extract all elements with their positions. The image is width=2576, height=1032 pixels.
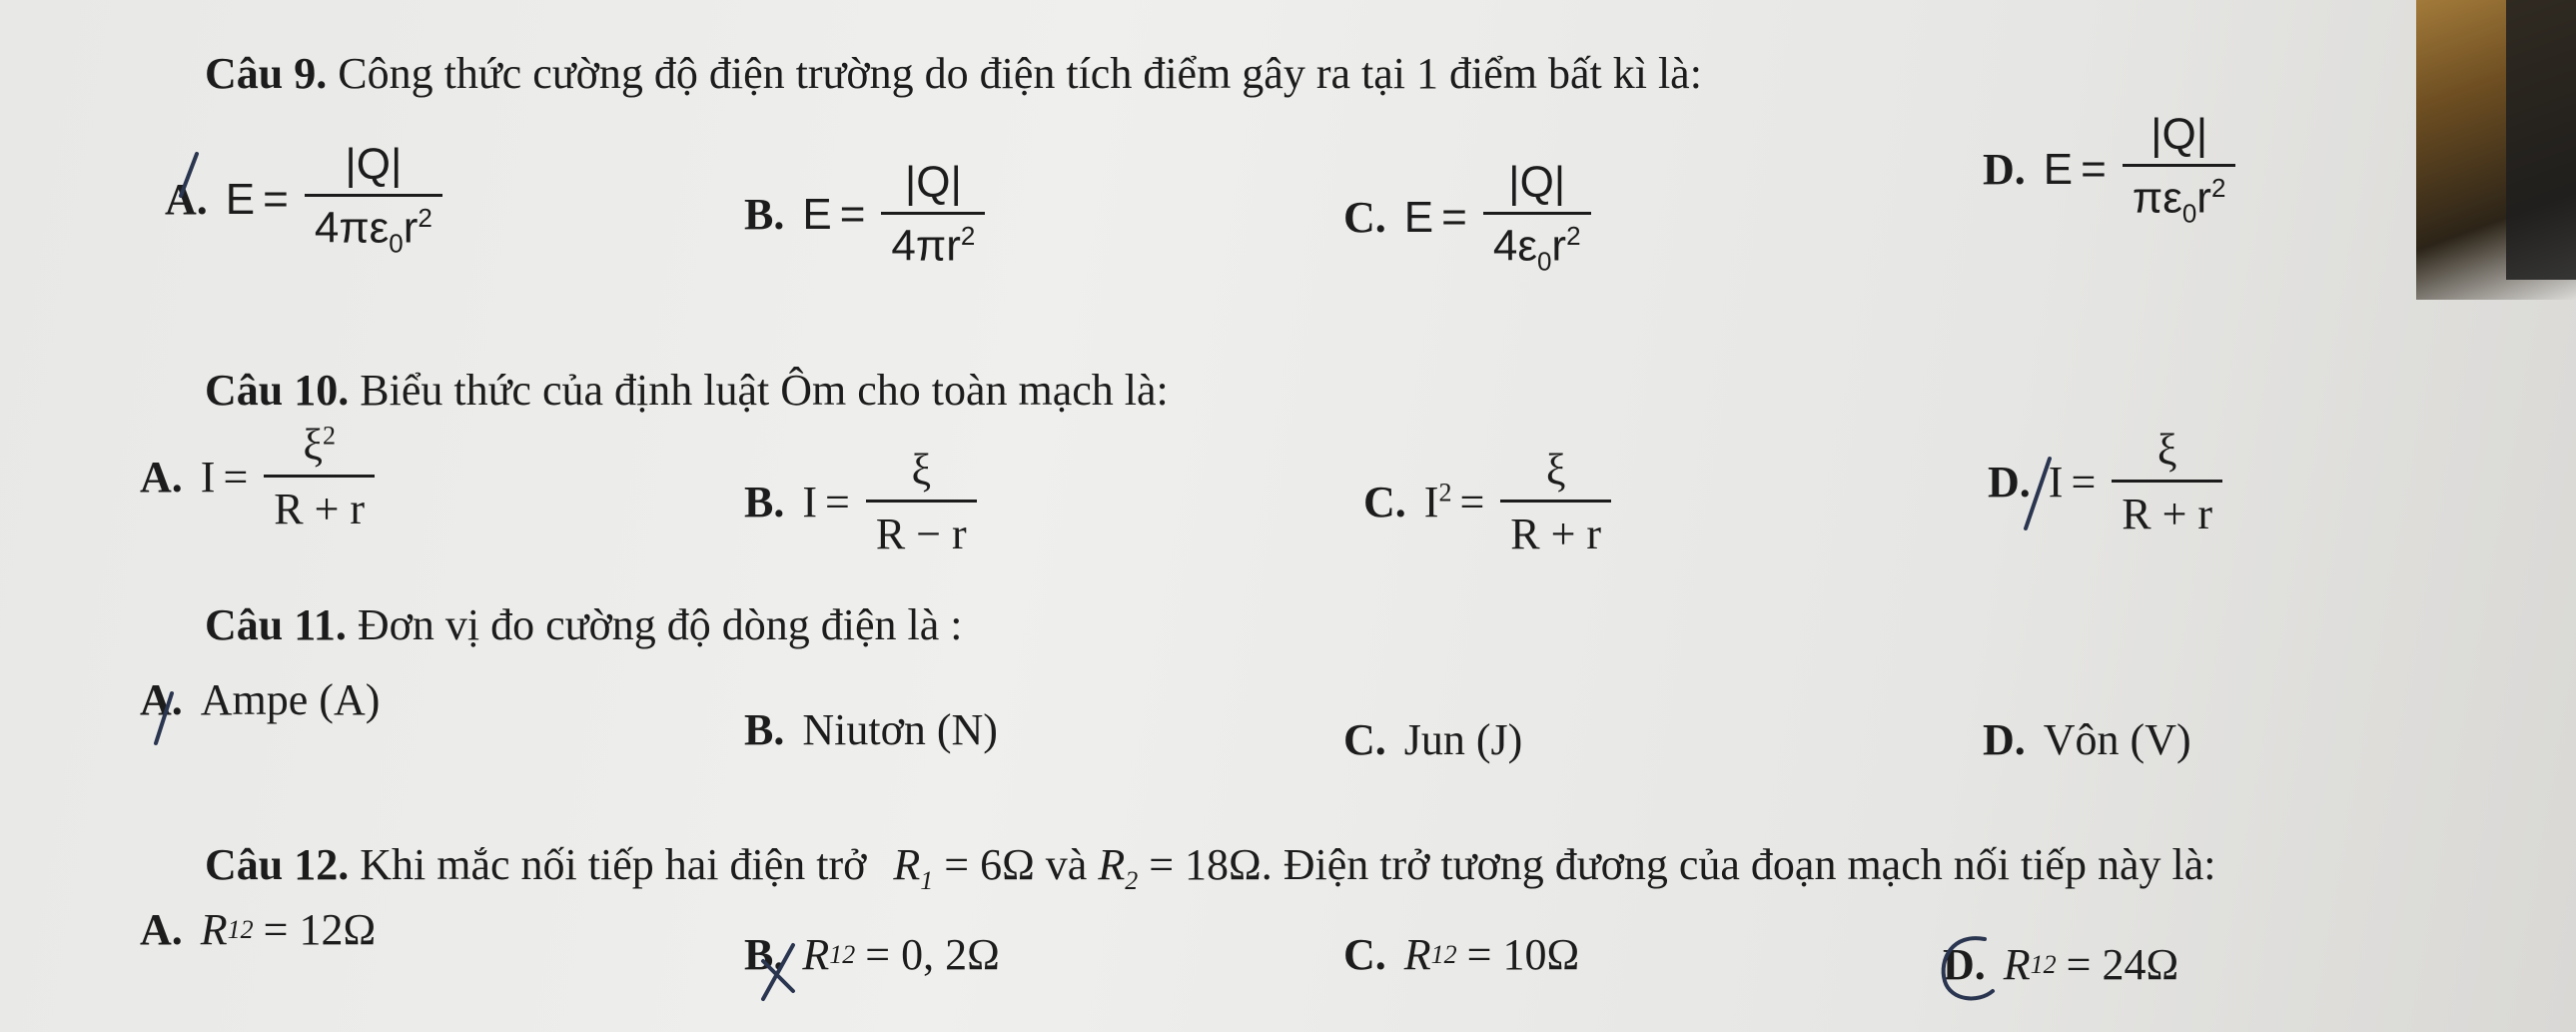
q11-option-c-label: C. bbox=[1343, 715, 1386, 764]
q12-r2-value: = 18Ω bbox=[1149, 840, 1262, 889]
q10-a-denominator: R + r bbox=[264, 475, 375, 534]
q10-option-a-label: A. bbox=[140, 453, 183, 502]
question-12-title bbox=[205, 839, 2215, 896]
question-12-label: Câu 12. bbox=[205, 840, 350, 889]
background-edge bbox=[2506, 0, 2576, 280]
question-10-text: Biểu thức của định luật Ôm cho toàn mạch là: bbox=[360, 366, 1169, 415]
q9-c-den-sup: 2 bbox=[1566, 221, 1581, 251]
q9-d-den-sup: 2 bbox=[2210, 173, 2226, 203]
pen-mark-q9-a bbox=[175, 150, 205, 200]
q12-option-a-label: A. bbox=[140, 905, 183, 954]
q12-option-c-label: C. bbox=[1343, 930, 1386, 979]
q12-a-r: R bbox=[200, 905, 228, 954]
q12-c-r: R bbox=[1403, 930, 1431, 979]
q12-option-a bbox=[140, 904, 376, 955]
q10-b-numerator: ξ bbox=[911, 446, 932, 495]
q12-r1: R bbox=[893, 840, 921, 889]
q12-c-sub: 12 bbox=[1430, 939, 1457, 969]
q11-option-b bbox=[744, 704, 998, 755]
q9-c-lhs: E bbox=[1403, 192, 1434, 242]
q9-a-den-tail: r bbox=[403, 203, 419, 253]
q12-option-c bbox=[1343, 929, 1579, 980]
pen-mark-q12-b-cross bbox=[749, 939, 809, 1009]
q11-option-a-text: Ampe (A) bbox=[200, 675, 381, 724]
q9-c-numerator: |Q| bbox=[1508, 158, 1566, 207]
question-9-label: Câu 9. bbox=[205, 49, 328, 98]
q10-a-num-sup: 2 bbox=[322, 421, 336, 451]
q9-b-fraction bbox=[881, 158, 985, 272]
q12-b-sub: 12 bbox=[829, 939, 856, 969]
q9-option-c: C. E = $\frac{|Q|}{4\varepsilon_0r^2}$ bbox=[1343, 158, 1599, 277]
q9-b-denominator: 4πr bbox=[891, 221, 961, 271]
q10-option-a: A. I = $\frac{\xi^2}{R + r}$ bbox=[140, 420, 383, 534]
q9-c-fraction bbox=[1483, 158, 1591, 277]
q10-option-c-label: C. bbox=[1363, 478, 1406, 526]
q11-option-b-text: Niutơn (N) bbox=[802, 705, 998, 754]
pen-mark-q10-d bbox=[2018, 455, 2058, 534]
q9-a-fraction bbox=[305, 140, 442, 259]
question-12-text-a: Khi mắc nối tiếp hai điện trở bbox=[360, 840, 867, 889]
q9-d-lhs: E bbox=[2043, 144, 2074, 194]
q10-d-numerator: ξ bbox=[2156, 426, 2177, 475]
q10-option-d: D. I = $\frac{\xi}{R + r}$ bbox=[1988, 425, 2230, 539]
question-11-label: Câu 11. bbox=[205, 600, 347, 649]
q11-option-a-label: A. bbox=[140, 675, 183, 724]
q9-option-a: A. E = $\frac{|Q|}{4\pi\varepsilon_0r^2}$ bbox=[165, 140, 450, 259]
question-10-label: Câu 10. bbox=[205, 366, 350, 415]
q9-c-den-sub: 0 bbox=[1536, 246, 1552, 277]
q11-option-b-label: B. bbox=[744, 705, 785, 754]
q12-b-r: R bbox=[802, 930, 830, 979]
q11-option-d-label: D. bbox=[1983, 715, 2026, 764]
q9-c-den-tail: r bbox=[1551, 221, 1567, 271]
q10-option-d-label: D. bbox=[1988, 458, 2031, 507]
question-9-title bbox=[205, 48, 1702, 99]
pen-mark-q11-a bbox=[150, 689, 180, 749]
q9-a-denominator: 4πε bbox=[314, 203, 390, 253]
q12-d-value: = 24Ω bbox=[2066, 940, 2179, 989]
q9-a-den-sub: 0 bbox=[389, 228, 404, 259]
q12-r1-sub: 1 bbox=[920, 865, 934, 895]
q10-option-c: C. $I^2$ = $\frac{\xi}{R + r}$ bbox=[1363, 445, 1619, 559]
q10-a-fraction bbox=[264, 420, 375, 534]
q9-b-den-sup: 2 bbox=[960, 221, 976, 251]
q9-option-d: D. E = $\frac{|Q|}{\pi\varepsilon_0r^2}$ bbox=[1983, 110, 2243, 229]
q9-c-denominator: 4ε bbox=[1492, 221, 1537, 271]
q11-option-c-text: Jun (J) bbox=[1403, 715, 1523, 764]
q10-a-numerator: ξ bbox=[303, 421, 323, 470]
q10-a-lhs: I bbox=[200, 453, 216, 502]
q10-option-b-label: B. bbox=[744, 478, 785, 526]
question-11-text: Đơn vị đo cường độ dòng điện là : bbox=[357, 600, 963, 649]
q10-c-denominator: R + r bbox=[1500, 500, 1611, 559]
question-9-text: Công thức cường độ điện trường do điện tích điểm gây ra tại 1 điểm bất kì là: bbox=[338, 49, 1702, 98]
q12-a-sub: 12 bbox=[227, 914, 254, 944]
q9-option-b: B. E = $\frac{|Q|}{4\pi r^2}$ bbox=[744, 158, 993, 272]
q9-a-numerator: |Q| bbox=[345, 140, 403, 189]
q9-b-lhs: E bbox=[802, 189, 832, 239]
q9-d-den-sub: 0 bbox=[2181, 198, 2197, 229]
q12-option-d-label: D. bbox=[1943, 940, 1986, 989]
q10-c-fraction bbox=[1500, 445, 1611, 559]
q9-a-den-sup: 2 bbox=[418, 203, 432, 233]
q12-d-sub: 12 bbox=[2030, 949, 2057, 979]
q12-r1-value: = 6Ω bbox=[944, 840, 1035, 889]
q9-b-numerator: |Q| bbox=[904, 158, 962, 207]
q10-d-fraction bbox=[2112, 425, 2222, 539]
q11-option-d bbox=[1983, 714, 2191, 765]
q12-r2-sub: 2 bbox=[1125, 865, 1139, 895]
question-11-title bbox=[205, 599, 962, 650]
q10-c-lhs-sup: 2 bbox=[1438, 478, 1452, 508]
q12-b-value: = 0, 2Ω bbox=[865, 930, 1000, 979]
q11-option-c bbox=[1343, 714, 1522, 765]
q10-d-denominator: R + r bbox=[2112, 480, 2222, 539]
q10-b-lhs: I bbox=[802, 478, 818, 526]
q9-option-b-label: B. bbox=[744, 190, 785, 240]
q12-c-value: = 10Ω bbox=[1466, 930, 1580, 979]
q10-c-lhs: I bbox=[1423, 478, 1439, 526]
q9-option-d-label: D. bbox=[1983, 145, 2026, 195]
q10-d-lhs: I bbox=[2048, 458, 2064, 507]
q10-c-numerator: ξ bbox=[1545, 446, 1566, 495]
q9-d-fraction bbox=[2123, 110, 2236, 229]
q10-b-denominator: R − r bbox=[866, 500, 977, 559]
question-12-text-b: . Điện trở tương đương của đoạn mạch nối tiếp này là: bbox=[1261, 840, 2216, 889]
q12-and: và bbox=[1045, 840, 1088, 889]
q12-d-r: R bbox=[2003, 940, 2031, 989]
pen-mark-q12-d-circle bbox=[1933, 929, 2013, 1009]
q9-d-denominator: πε bbox=[2132, 173, 2182, 223]
q9-d-den-tail: r bbox=[2196, 173, 2211, 223]
q12-r2: R bbox=[1098, 840, 1126, 889]
q9-option-a-label: A. bbox=[165, 175, 208, 225]
q9-option-c-label: C. bbox=[1343, 193, 1386, 243]
q11-option-d-text: Vôn (V) bbox=[2043, 715, 2191, 764]
q10-b-fraction bbox=[866, 445, 977, 559]
q9-d-numerator: |Q| bbox=[2150, 110, 2208, 159]
q9-a-lhs: E bbox=[225, 174, 256, 224]
q10-option-b: B. I = $\frac{\xi}{R - r}$ bbox=[744, 445, 985, 559]
question-10-title bbox=[205, 365, 1169, 416]
q12-a-value: = 12Ω bbox=[263, 905, 377, 954]
q12-option-b-label: B. bbox=[744, 930, 785, 979]
